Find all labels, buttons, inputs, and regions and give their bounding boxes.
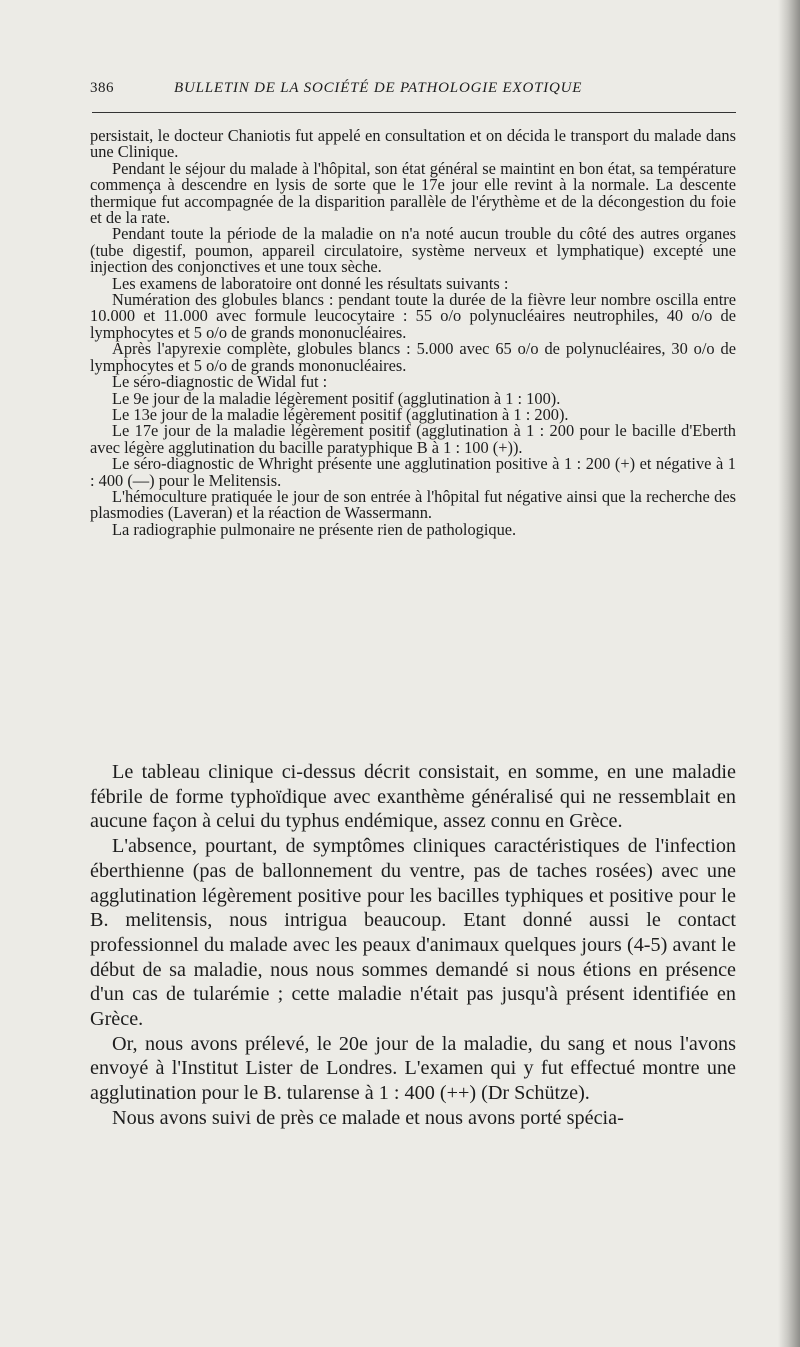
paragraph: Le 17e jour de la maladie légèrement positif (agglutination à 1 : 200 pour le bacille d'Eberth avec légère agglutination du bacille paratyphique B à 1 : 100 (+)). xyxy=(90,421,736,457)
paragraph: L'absence, pourtant, de symptômes cliniques caractéristiques de l'infection éberthienne (pas de ballonnement du ventre, pas de taches rosées) avec une agglutination légèrement positive pour les bacilles typhiques et positive pour le B. melitensis, nous intrigua beaucoup. Etant donné aussi le contact professionnel du malade avec les peaux d'animaux quelques jours (4-5) avant le début de sa maladie, nous nous sommes demandé si nous étions en présence d'un cas de tularémie ; cette maladie n'était pas jusqu'à présent identifiée en Grèce. xyxy=(90,835,736,1031)
page-number: 386 xyxy=(90,80,114,96)
case-report-section xyxy=(90,128,736,538)
paragraph: Le tableau clinique ci-dessus décrit consistait, en somme, en une maladie fébrile de forme typhoïdique avec exanthème généralisé qui ne ressemblait en aucune façon à celui du typhus endémique, assez connu en Grèce. xyxy=(90,761,736,833)
paragraph: Le séro-diagnostic de Whright présente une agglutination positive à 1 : 200 (+) et négative à 1 : 400 (—) pour le Melitensis. xyxy=(90,454,736,490)
paragraph: Numération des globules blancs : pendant toute la durée de la fièvre leur nombre oscilla entre 10.000 et 11.000 avec formule leucocytaire : 55 o/o polynucléaires neutrophiles, 40 o/o de lymphocytes et 5 o/o de grands mononucléaires. xyxy=(90,290,736,342)
paragraph: Le séro-diagnostic de Widal fut : xyxy=(112,372,328,392)
journal-title: BULLETIN DE LA SOCIÉTÉ DE PATHOLOGIE EXOTIQUE xyxy=(174,80,583,96)
discussion-section xyxy=(90,760,736,1131)
paragraph: L'hémoculture pratiquée le jour de son entrée à l'hôpital fut négative ainsi que la recherche des plasmodies (Laveran) et la réaction de Wassermann. xyxy=(90,486,736,523)
paragraph: La radiographie pulmonaire ne présente rien de pathologique. xyxy=(112,519,517,539)
paragraph: Pendant le séjour du malade à l'hôpital, son état général se maintint en bon état, sa température commença à descendre en lysis de sorte que le 17e jour elle revint à la normale. La descente thermique fut accompagnée de la disparition parallèle de l'érythème et de la décongestion du foie et de la rate. xyxy=(90,158,736,228)
paragraph: Le 13e jour de la maladie légèrement positif (agglutination à 1 : 200). xyxy=(112,404,569,424)
paragraph: Après l'apyrexie complète, globules blancs : 5.000 avec 65 o/o de polynucléaires, 30 o/o de lymphocytes et 5 o/o de grands mononucléaires. xyxy=(90,339,736,375)
paragraph: persistait, le docteur Chaniotis fut appelé en consultation et on décida le transport du malade dans une Clinique. xyxy=(90,126,736,162)
page-edge-shadow xyxy=(778,0,800,1347)
header-rule xyxy=(92,112,736,113)
paragraph: Le 9e jour de la maladie légèrement positif (agglutination à 1 : 100). xyxy=(112,388,561,408)
paragraph: Or, nous avons prélevé, le 20e jour de la maladie, du sang et nous l'avons envoyé à l'Institut Lister de Londres. L'examen qui y fut effectué montre une agglutination pour le B. tularense à 1 : 400 (++) (Dr Schütze). xyxy=(90,1032,736,1105)
paragraph: Pendant toute la période de la maladie on n'a noté aucun trouble du côté des autres organes (tube digestif, poumon, appareil circulatoire, système nerveux et lymphatique) excepté une injection des conjonctives et une toux sèche. xyxy=(90,224,736,277)
paragraph: Les examens de laboratoire ont donné les résultats suivants : xyxy=(112,273,509,293)
paragraph: Nous avons suivi de près ce malade et nous avons porté spécia- xyxy=(112,1106,624,1129)
